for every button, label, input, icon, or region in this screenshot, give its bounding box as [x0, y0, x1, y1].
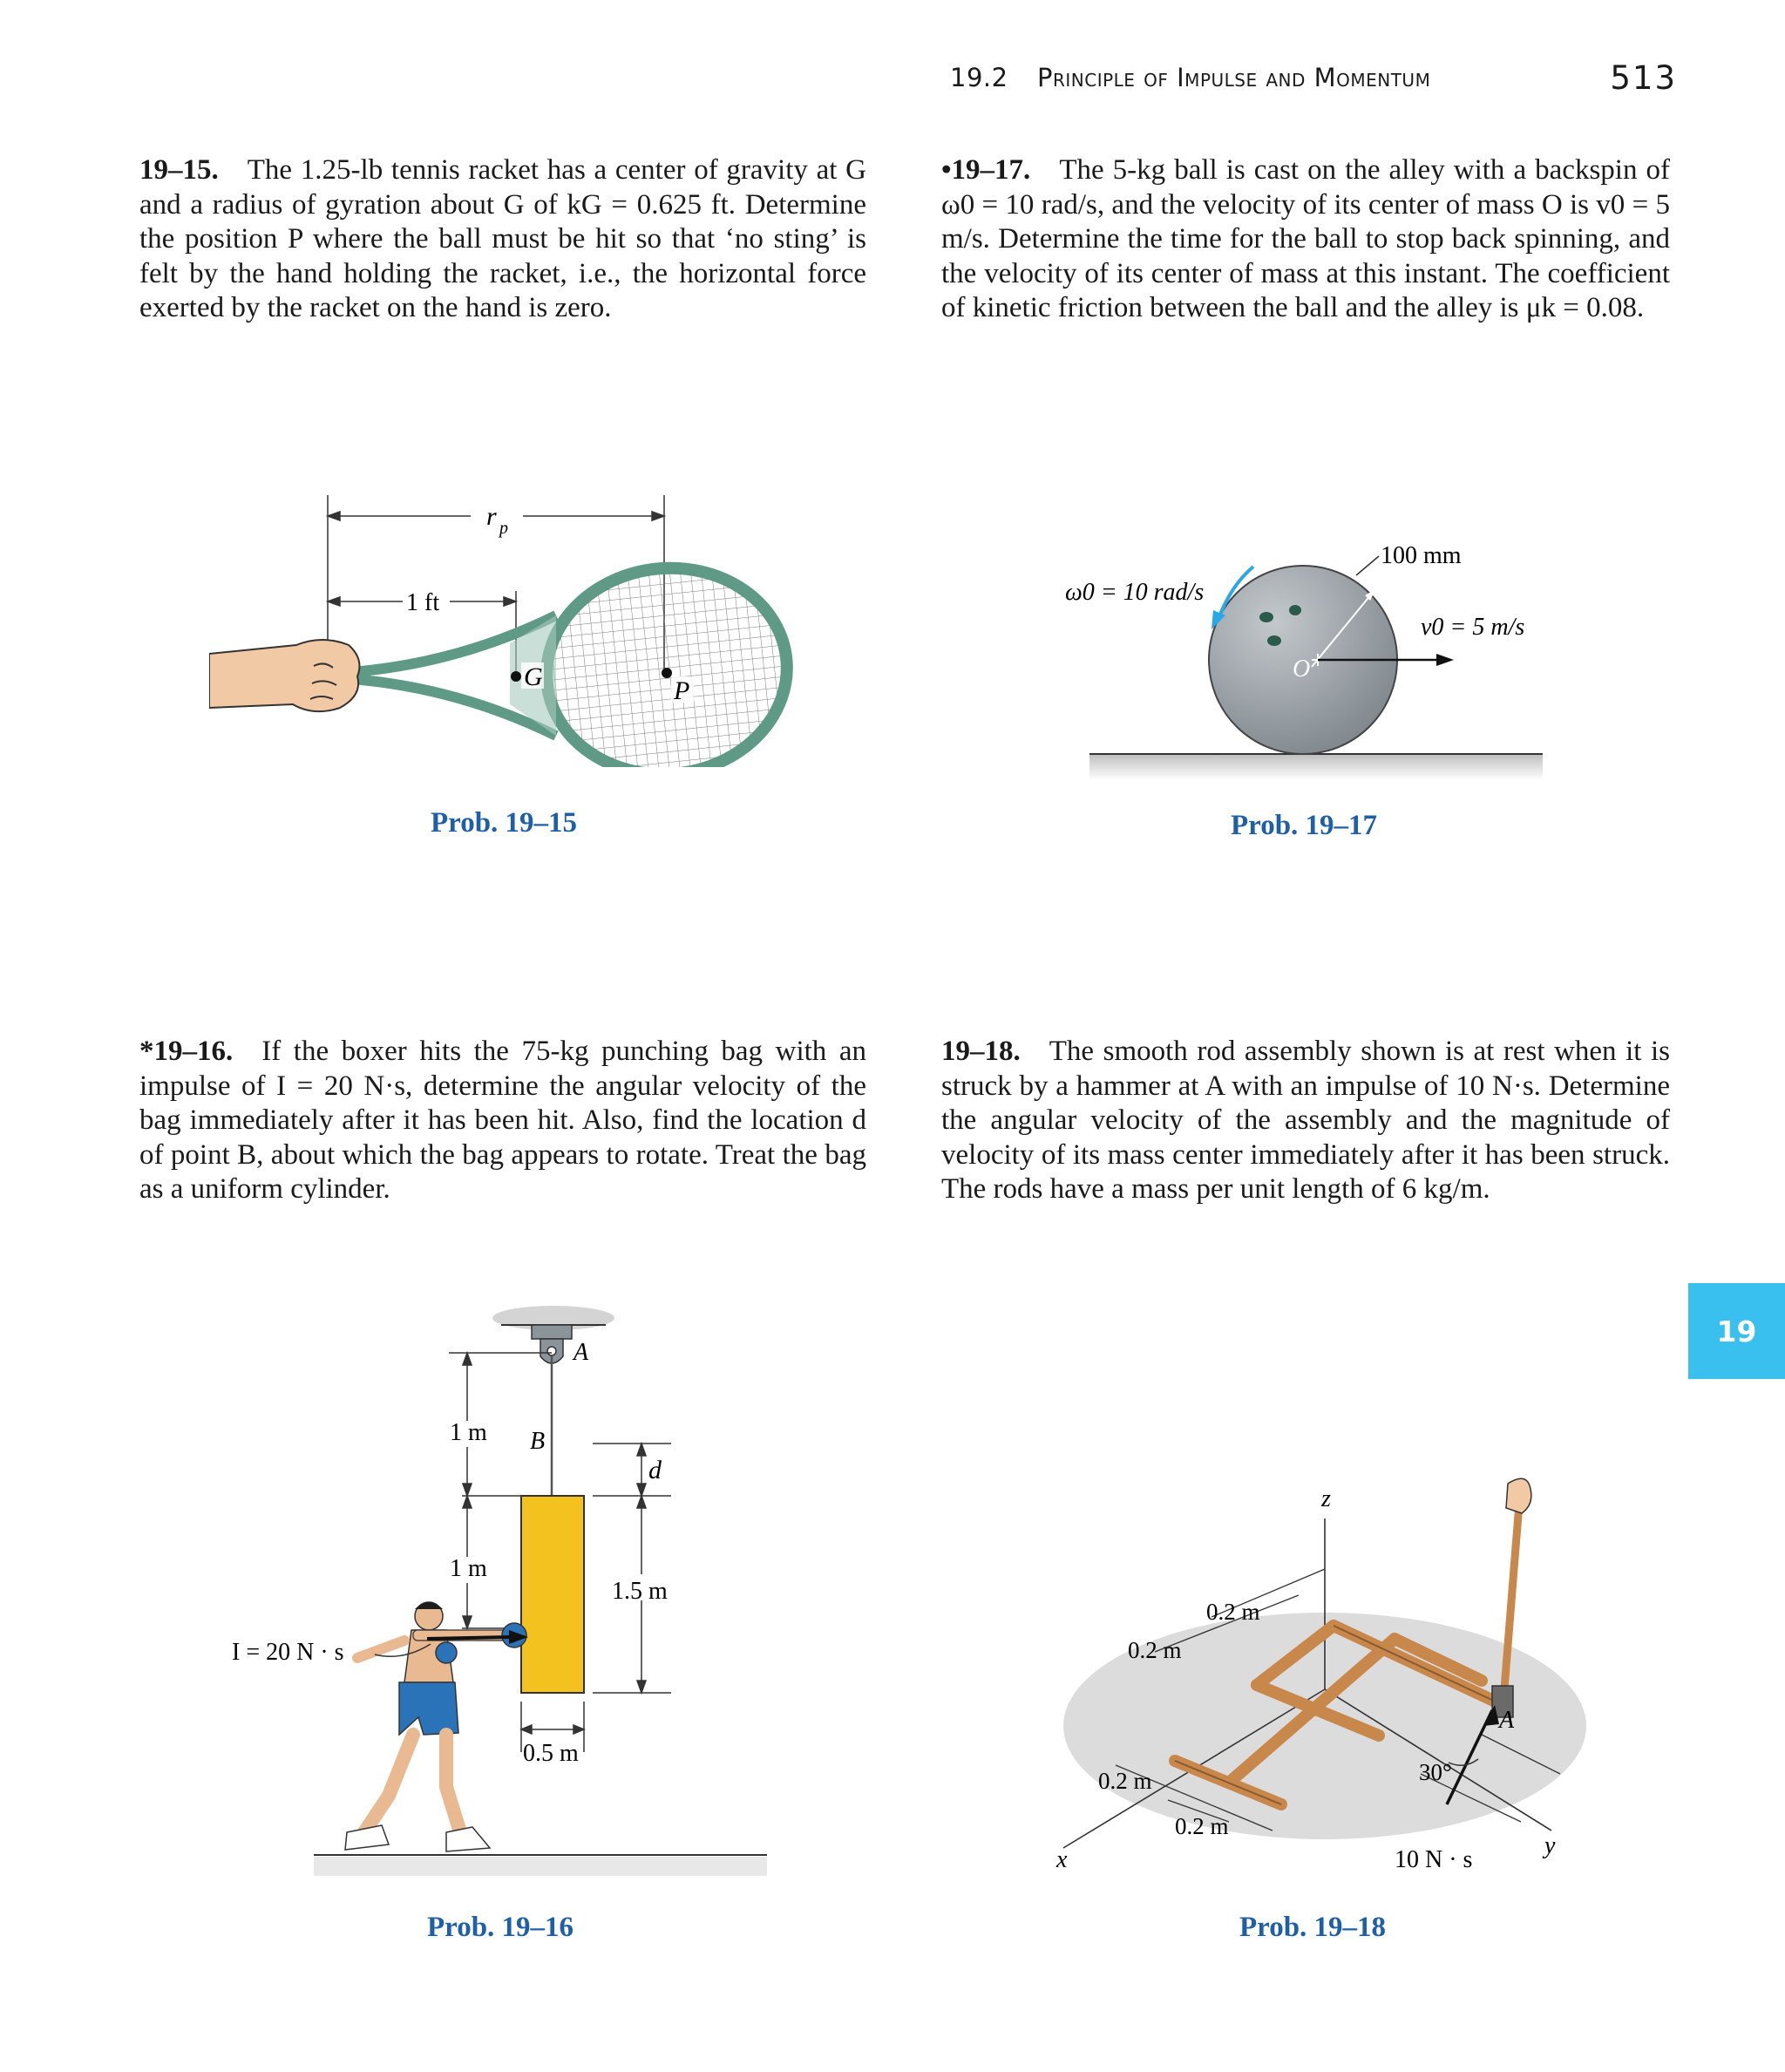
problem-19-18 [941, 1035, 1670, 1207]
problem-statement: If the boxer hits the 75-kg punching bag with an impulse of I = 20 N·s, determine the angular velocity of the bag immediately after it has been hit. Also, find the location d of point B, about which the bag appears to rotate. Treat the bag as a uniform cylinder. [139, 1036, 866, 1205]
label-B: B [530, 1428, 546, 1455]
caption-prob-19-15: Prob. 19–15 [431, 807, 578, 839]
tennis-racket [293, 556, 797, 767]
caption-prob-19-16: Prob. 19–16 [427, 1912, 574, 1943]
label-omega: ω0 = 10 rad/s [1065, 579, 1205, 606]
caption-prob-19-18: Prob. 19–18 [1239, 1912, 1387, 1943]
floor-shade [314, 1857, 767, 1876]
impulse-arrow [427, 1637, 511, 1639]
problem-number: •19–17. [941, 154, 1031, 186]
label-dim-b: 0.2 m [1128, 1637, 1182, 1663]
alley-surface [1089, 754, 1543, 780]
punching-bag [521, 1496, 584, 1693]
problem-19-16 [139, 1035, 866, 1207]
problem-number: 19–18. [941, 1036, 1021, 1067]
label-P: P [674, 676, 690, 705]
center-of-gravity-G [511, 671, 521, 682]
problem-statement: The smooth rod assembly shown is at rest when it is struck by a hammer at A with an impulse of 10 N·s. Determine the angular velocity of the assembly and the magnitude of velocity of its mass center immediately after it has been struck. The rods have a mass per unit length of 6 kg/m. [941, 1036, 1670, 1205]
label-angle: 30° [1419, 1759, 1452, 1785]
section-title: Principle of Impulse and Momentum [1037, 63, 1431, 92]
label-velocity: v0 = 5 m/s [1421, 614, 1525, 641]
problem-number: *19–16. [139, 1036, 234, 1067]
axis-z-label: z [1321, 1485, 1331, 1512]
label-rp: r [486, 502, 497, 531]
section-number: 19.2 [950, 63, 1008, 92]
label-radius: 100 mm [1381, 542, 1462, 569]
label-impulse: 10 N · s [1395, 1846, 1473, 1873]
page-number: 513 [1610, 59, 1677, 97]
label-A: A [574, 1339, 589, 1366]
problem-19-17 [941, 153, 1670, 326]
label-dim-c: 0.2 m [1098, 1768, 1152, 1794]
chapter-tab: 19 [1688, 1283, 1785, 1379]
label-1m-bottom: 1 m [450, 1555, 487, 1582]
label-rp-subscript: p [499, 519, 508, 538]
figure-tennis-racket [209, 479, 802, 767]
running-header [941, 56, 1677, 105]
label-d: d [648, 1456, 662, 1484]
problem-statement: The 1.25-lb tennis racket has a center of gravity at G and a radius of gyration about G of kG = 0.625 ft. Determine the position P where the ball must be hit so that ‘no sting’ is felt by the hand holding the racket, i.e., the horizontal force exerted by the racket on the hand is zero. [139, 154, 866, 323]
caption-prob-19-17: Prob. 19–17 [1231, 810, 1378, 841]
pin-A [547, 1347, 556, 1355]
problem-19-15 [139, 153, 866, 326]
label-0-5m: 0.5 m [523, 1740, 579, 1767]
problem-number: 19–15. [139, 154, 219, 186]
label-dim-a: 0.2 m [1206, 1599, 1260, 1625]
label-G: G [524, 662, 543, 691]
point-P [662, 668, 672, 678]
hand-icon [1506, 1478, 1531, 1513]
ceiling-mount [532, 1325, 572, 1339]
figure-rod-assembly [1046, 1464, 1586, 1883]
figure-bowling-ball [1046, 523, 1569, 802]
label-O: O [1293, 656, 1311, 683]
label-1ft: 1 ft [406, 589, 440, 616]
hand-icon [209, 640, 359, 711]
axis-x-label: x [1056, 1846, 1068, 1873]
label-impulse: I = 20 N · s [232, 1639, 344, 1666]
label-A: A [1499, 1707, 1515, 1734]
label-1m-top: 1 m [450, 1419, 487, 1446]
axis-y-label: y [1544, 1832, 1556, 1859]
problem-statement: The 5-kg ball is cast on the alley with a backspin of ω0 = 10 rad/s, and the velocity of its center of mass O is v0 = 5 m/s. Determine the time for the ball to stop back spinning, and the velocity of its center of mass at this instant. The coefficient of kinetic friction between the ball and the alley is μk = 0.08. [941, 154, 1670, 323]
label-1-5m: 1.5 m [612, 1578, 668, 1605]
boxer-shorts [399, 1682, 458, 1735]
figure-punching-bag [218, 1299, 793, 1883]
label-dim-d: 0.2 m [1175, 1813, 1229, 1839]
